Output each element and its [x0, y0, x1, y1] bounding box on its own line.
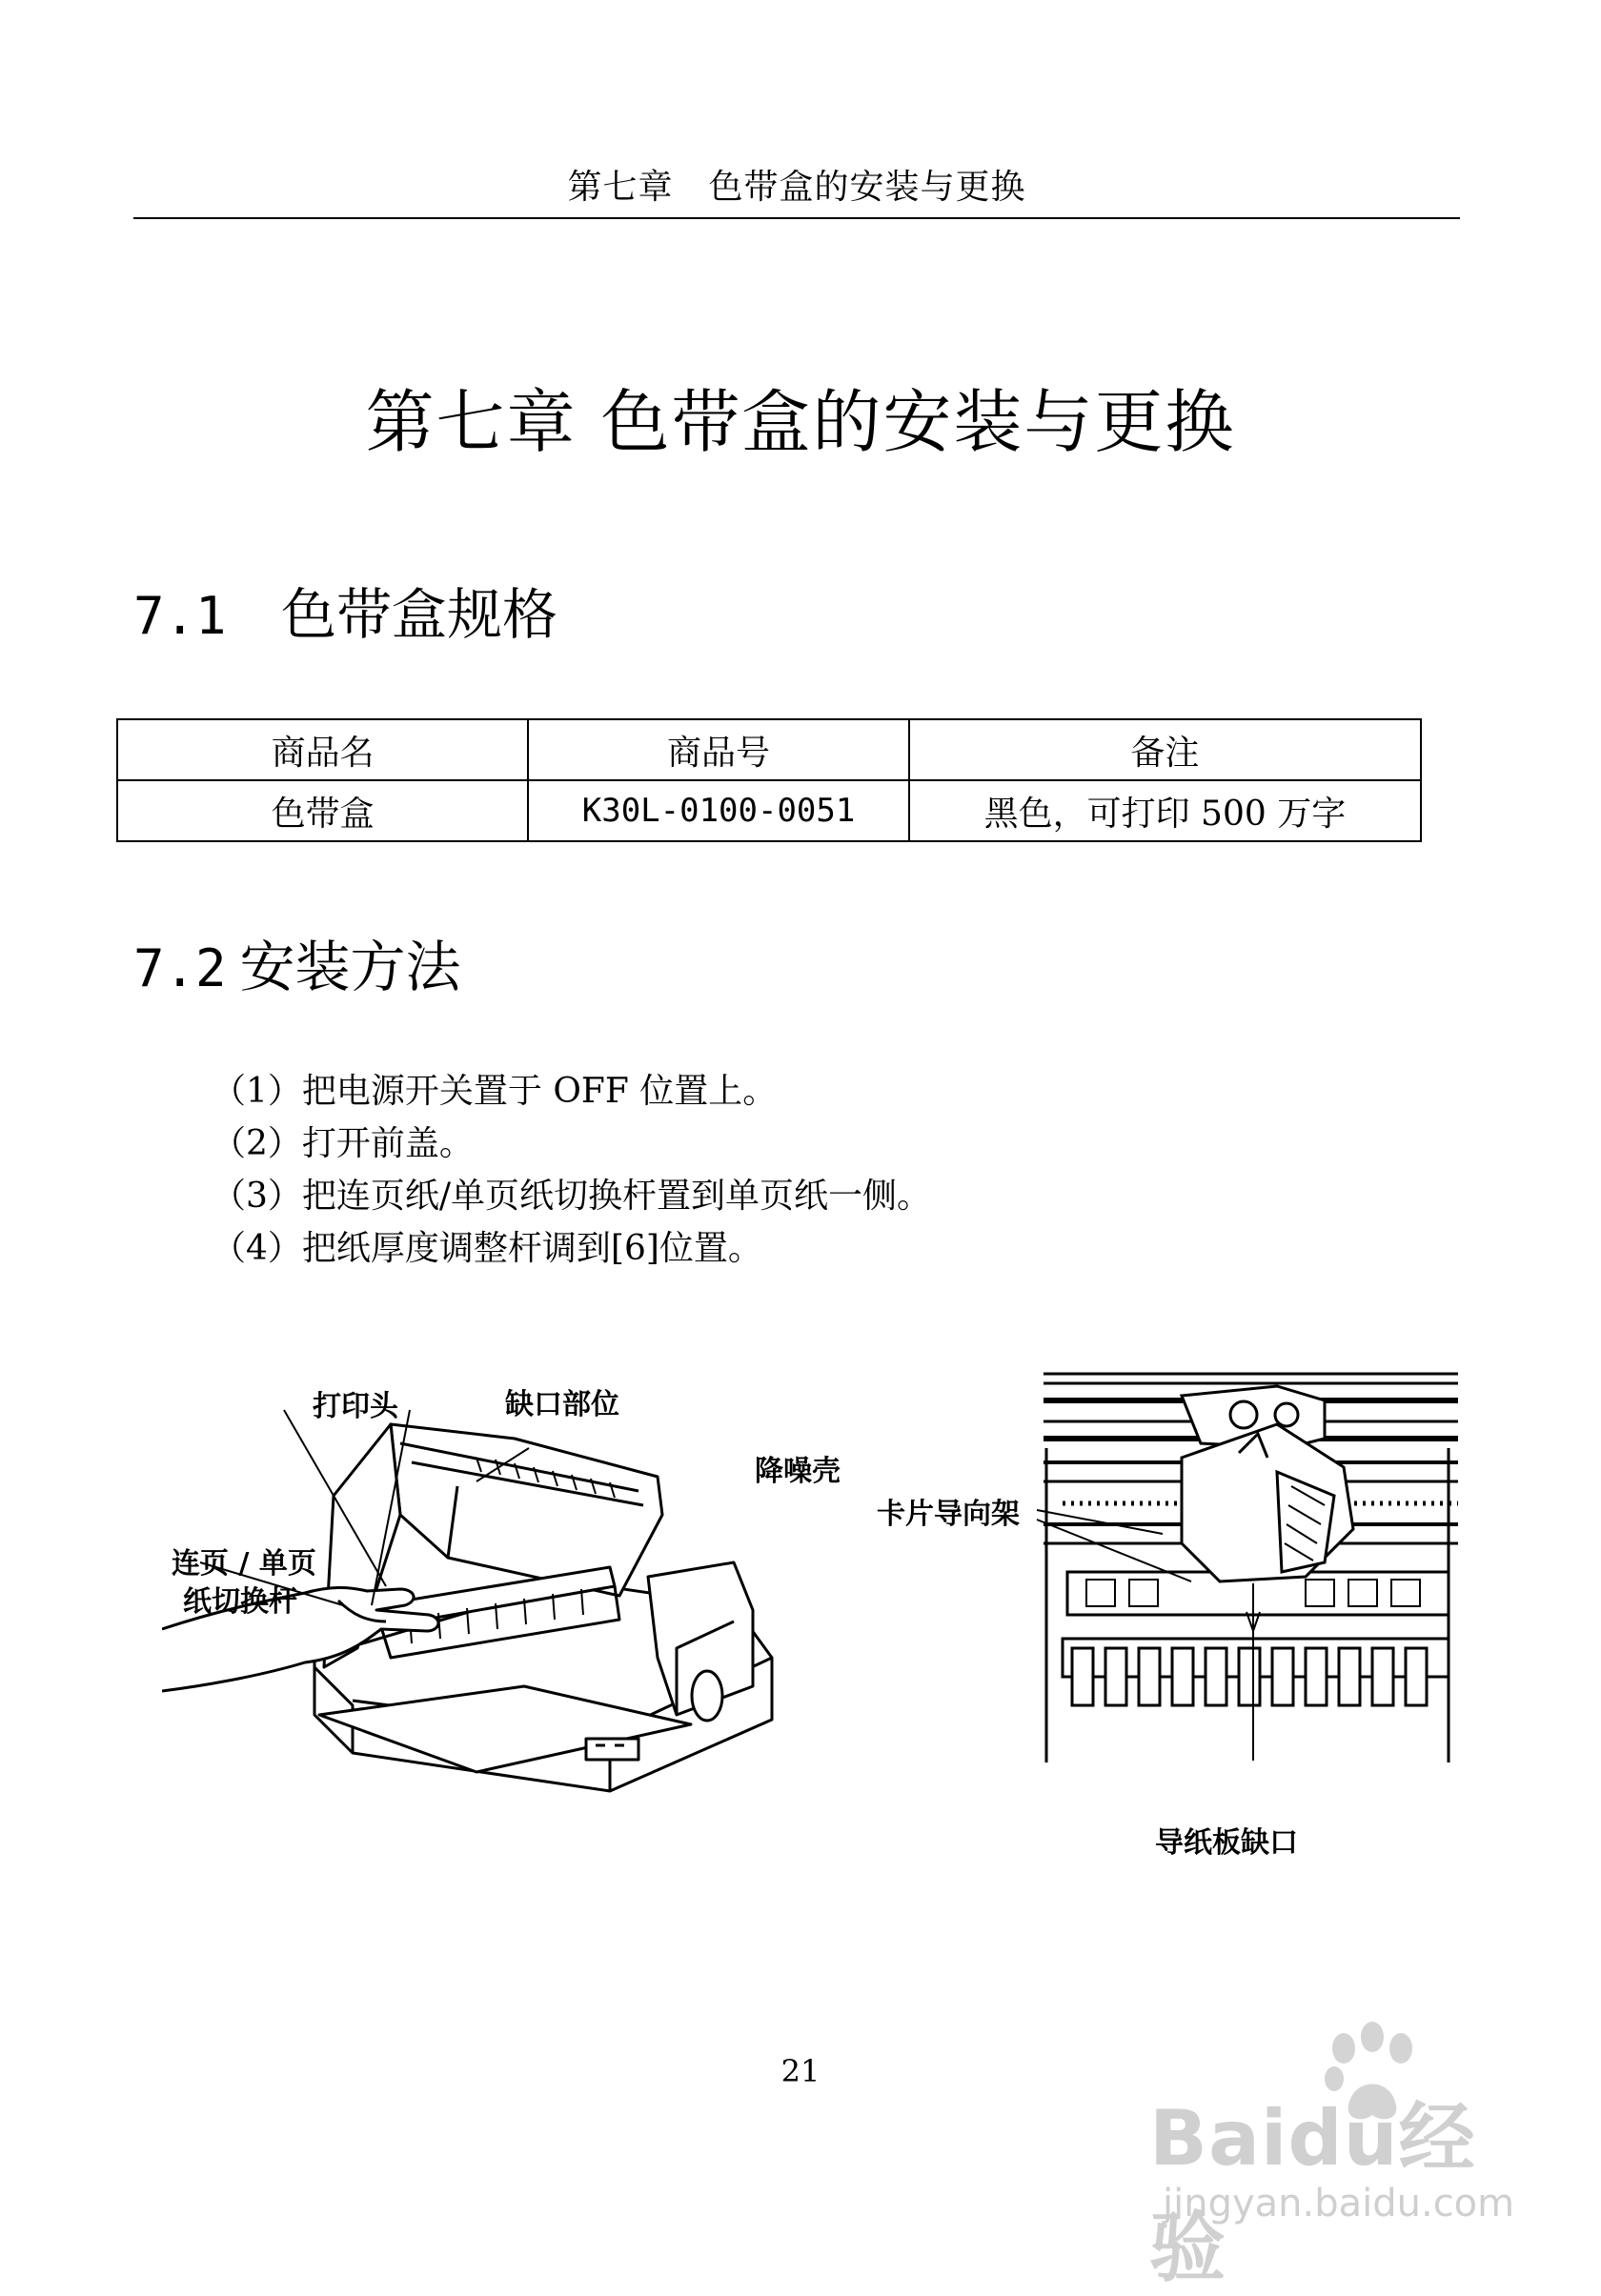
list-item: （1）把电源开关置于 OFF 位置上。	[212, 1072, 778, 1111]
label-guide-notch: 导纸板缺口	[1155, 1826, 1298, 1860]
page-number: 21	[780, 2053, 821, 2089]
table-row	[117, 780, 1421, 841]
label-lever-line2: 纸切换杆	[183, 1585, 297, 1619]
printer-drawing	[162, 1372, 867, 1886]
chapter-title: 第七章 色带盒的安装与更换	[365, 382, 1236, 462]
list-item: （4）把纸厚度调整杆调到[6]位置。	[212, 1229, 762, 1268]
section-heading-7-1	[133, 570, 557, 650]
watermark-url: jingyan.baidu.com	[1163, 2182, 1515, 2226]
spec-table	[116, 718, 1422, 842]
section-title: 安装方法	[239, 935, 461, 999]
table-cell: 色带盒	[117, 780, 528, 841]
section-number: 7.1	[133, 586, 227, 646]
list-item: （2）打开前盖。	[212, 1124, 474, 1163]
card-guide-closeup-illustration	[877, 1362, 1468, 1877]
table-cell: 黑色，可打印 500 万字	[909, 780, 1421, 841]
table-header-row	[117, 719, 1421, 780]
table-header-cell: 备注	[909, 719, 1421, 780]
header-rule	[133, 217, 1460, 219]
table-cell: K30L-0100-0051	[528, 780, 908, 841]
label-notch: 缺口部位	[505, 1388, 619, 1421]
label-lever-line1: 连页 / 单页	[172, 1547, 316, 1581]
section-number: 7.2	[133, 938, 227, 998]
closeup-drawing	[877, 1362, 1468, 1839]
install-steps	[212, 1065, 931, 1275]
table-header-cell: 商品号	[528, 719, 908, 780]
list-item: （3）把连页纸/单页纸切换杆置到单页纸一侧。	[212, 1177, 932, 1216]
running-header: 第七章 色带盒的安装与更换	[567, 168, 1026, 207]
printer-open-cover-illustration	[162, 1372, 867, 1886]
label-print-head: 打印头	[313, 1390, 398, 1423]
label-card-guide: 卡片导向架	[877, 1498, 1020, 1531]
watermark	[1134, 2020, 1534, 2292]
section-heading-7-2	[133, 922, 461, 1002]
watermark-brand: Baidu经验	[1149, 2094, 1476, 2292]
table-header-cell: 商品名	[117, 719, 528, 780]
section-title: 色带盒规格	[281, 582, 558, 647]
label-noise-cover: 降噪壳	[755, 1455, 841, 1488]
